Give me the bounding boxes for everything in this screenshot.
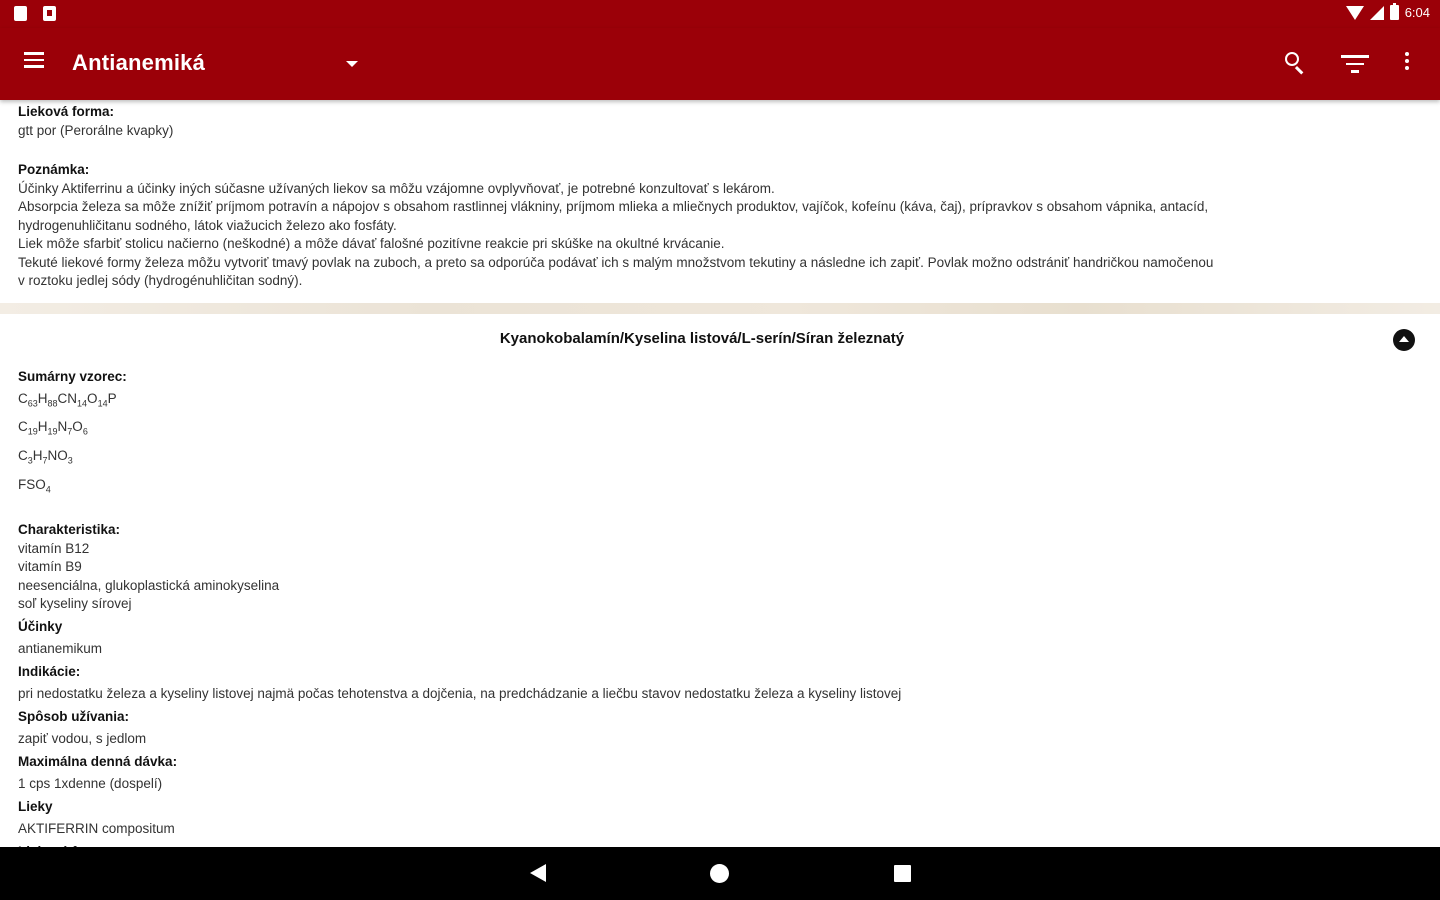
drugs-value: AKTIFERRIN compositum [18,821,175,837]
section-title: Kyanokobalamín/Kyselina listová/L-serín/Síran železnatý [499,330,905,347]
formula-label: Sumárny vzorec: [18,369,127,384]
collapse-icon[interactable] [1393,329,1415,351]
note-line: Tekuté liekové formy železa môžu vytvoriť tmavý povlak na zuboch, a preto sa odporúča podávať ich s malým množstvom tekutiny a následne ich zapiť. Povlak možno odstrániť handričkou namočenou [18,254,1214,270]
home-icon[interactable] [710,864,729,883]
note-line: Účinky Aktiferrinu a účinky iných súčasne užívaných liekov sa môžu vzájomne ovplyvňovať, je potrebné konzultovať s lekárom. [18,180,775,196]
dosage-form-value: gtt por (Perorálne kvapky) [18,122,174,138]
note-line: Absorpcia železa sa môže znížiť príjmom potravín a nápojov s obsahom rastlinnej vlákniny, príjmom mlieka a mliečnych produktov, vajíčok, kofeínu (káva, čaj), prípravkov s obsahom vápnika, antacíd, [18,199,1209,214]
usage-value: zapiť vodou, s jedlom [18,731,147,747]
section-divider [0,303,1440,314]
status-bar [0,0,1440,28]
formula-line: $C_{63}H_{88}CN_{14}O_{14}P$ [18,390,117,409]
formula-line: $C_{19}H_{19}N_7O_6$ [18,419,88,437]
note-label: Poznámka: [18,162,90,177]
formula-line: $C_3H_7NO_3$ [18,447,73,466]
menu-icon[interactable] [24,52,58,76]
wifi-icon [1346,6,1364,20]
search-icon[interactable] [1284,51,1308,75]
content-scroll[interactable] [0,100,1440,847]
recents-icon[interactable] [894,865,911,882]
characteristics-line: vitamín B12 [18,540,90,556]
clock: 6:04 [1404,5,1430,20]
section-header[interactable] [0,324,1440,356]
note-line: hydrogenuhličitanu sodného, látok viažucich železo ako fosfáty. [18,217,397,233]
characteristics-label: Charakteristika: [18,522,121,538]
more-vert-icon[interactable] [1400,52,1414,76]
navigation-bar [0,847,1440,900]
chevron-down-icon[interactable] [346,61,358,67]
characteristics-line: vitamín B9 [18,559,82,575]
note-line: Liek môže sfarbiť stolicu načierno (neškodné) a môže dávať falošné pozitívne reakcie pri skúške na okultné krvácanie. [18,236,725,251]
effects-value: antianemikum [18,641,103,657]
battery-icon [1390,5,1399,20]
indications-label: Indikácie: [18,663,81,679]
dosage-form-label: Lieková forma: [18,104,115,119]
back-icon[interactable] [530,864,546,882]
max-dose-label: Maximálna denná dávka: [18,753,178,769]
formula-line: $FSO_4$ [18,476,51,495]
filter-icon[interactable] [1340,55,1370,77]
note-line: v roztoku jedlej sódy (hydrogénuhličitan sodný). [18,273,303,288]
usage-label: Spôsob užívania: [18,708,130,724]
top-section [0,100,1440,291]
max-dose-value: 1 cps 1xdenne (dospelí) [18,776,163,792]
notification-icon [43,6,56,21]
formula-list [18,387,1422,502]
effects-label: Účinky [18,618,63,634]
drugs-label: Lieky [18,798,53,814]
sd-card-icon [14,6,27,21]
characteristics-line: soľ kyseliny sírovej [18,596,132,612]
signal-icon [1370,6,1384,20]
characteristics-line: neesenciálna, glukoplastická aminokyselina [18,577,280,593]
category-title[interactable]: Antianemiká [72,50,206,75]
section-body [0,368,1440,861]
app-bar [0,28,1440,100]
indications-value: pri nedostatku železa a kyseliny listovej najmä počas tehotenstva a dojčenia, na predchádzanie a liečbu stavov nedostatku železa a kyseliny listovej [18,686,902,702]
